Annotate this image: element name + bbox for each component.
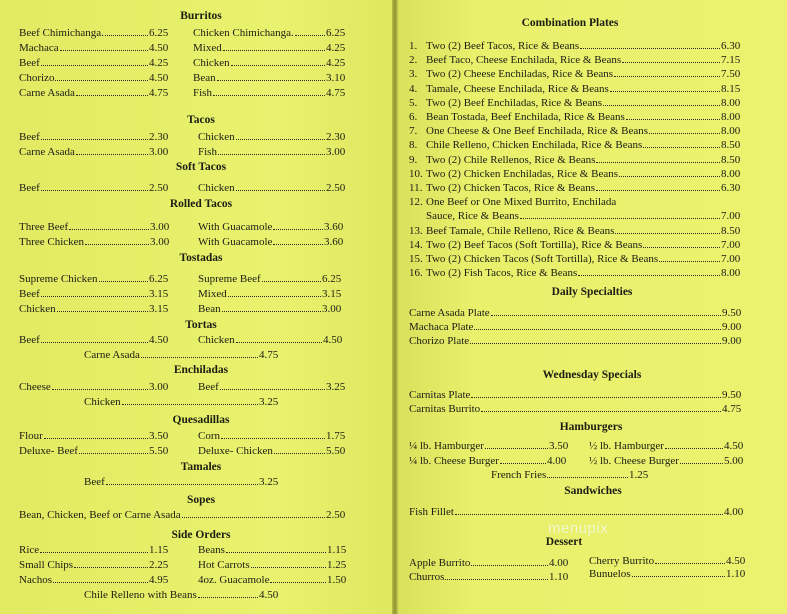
- item-name: Bean Tostada, Beef Enchilada, Rice & Beans: [426, 111, 625, 123]
- dotted-leader: [481, 411, 721, 412]
- item-price: 1.15: [149, 544, 169, 556]
- item-name: Small Chips: [19, 559, 74, 571]
- item-price: 2.30: [149, 131, 169, 143]
- item-name: Chicken Chimichanga.: [193, 27, 294, 39]
- dotted-leader: [74, 567, 148, 568]
- section-title: Daily Specialties: [551, 286, 633, 298]
- dotted-leader: [79, 453, 148, 454]
- item-name: Bean: [198, 303, 221, 315]
- item-price: 8.00: [721, 267, 741, 279]
- dotted-leader: [610, 91, 720, 92]
- section-title: Sopes: [186, 494, 216, 506]
- dotted-leader: [182, 517, 325, 518]
- item-name: Chicken: [84, 396, 121, 408]
- dotted-leader: [500, 463, 546, 464]
- item-price: 3.60: [324, 236, 344, 248]
- dotted-leader: [236, 190, 325, 191]
- dotted-leader: [105, 35, 148, 36]
- section-title: Wednesday Specials: [542, 369, 642, 381]
- item-price: 3.10: [326, 72, 346, 84]
- item-number: 3.: [409, 68, 418, 80]
- item-price: 7.00: [721, 210, 741, 222]
- section-title: Hamburgers: [559, 421, 623, 433]
- dotted-leader: [85, 244, 149, 245]
- item-name: Nachos: [19, 574, 52, 586]
- dotted-leader: [198, 597, 258, 598]
- item-name: Chicken: [19, 303, 56, 315]
- item-name: Two (2) Chicken Tacos, Rice & Beans: [426, 182, 596, 194]
- dotted-leader: [60, 50, 148, 51]
- item-price: 1.75: [326, 430, 346, 442]
- item-price: 9.50: [722, 389, 742, 401]
- item-price: 2.30: [326, 131, 346, 143]
- item-price: 8.15: [721, 83, 741, 95]
- item-name: Deluxe- Chicken: [198, 445, 273, 457]
- item-price: 8.50: [721, 139, 741, 151]
- item-name: Beans: [198, 544, 225, 556]
- dotted-leader: [41, 296, 148, 297]
- item-name: Three Chicken: [19, 236, 85, 248]
- dotted-leader: [578, 275, 720, 276]
- item-price: 4.00: [547, 455, 567, 467]
- dotted-leader: [626, 119, 720, 120]
- dotted-leader: [649, 133, 720, 134]
- item-name: Beef: [19, 288, 40, 300]
- item-number: 9.: [409, 154, 418, 166]
- item-price: 4.50: [726, 555, 746, 567]
- section-title: Enchiladas: [173, 364, 229, 376]
- item-name: Hot Carrots: [198, 559, 250, 571]
- item-name: Fish: [198, 146, 217, 158]
- dotted-leader: [40, 552, 148, 553]
- item-price: 5.50: [149, 445, 169, 457]
- dotted-leader: [55, 80, 148, 81]
- item-price: 3.15: [322, 288, 342, 300]
- dotted-leader: [218, 154, 325, 155]
- item-name: Carnitas Plate: [409, 389, 471, 401]
- item-name: With Guacamole: [198, 236, 273, 248]
- item-name: Two (2) Chicken Enchiladas, Rice & Beans: [426, 168, 618, 180]
- item-name: Tamale, Cheese Enchilada, Rice & Beans: [426, 83, 609, 95]
- item-name: Carne Asada: [19, 87, 75, 99]
- item-name: Beef Tamale, Chile Relleno, Rice & Beans: [426, 225, 615, 237]
- item-name: Supreme Chicken: [19, 273, 98, 285]
- item-price: 7.00: [721, 253, 741, 265]
- item-name: Chile Relleno, Chicken Enchilada, Rice & Beans: [426, 139, 643, 151]
- item-name: Corn: [198, 430, 220, 442]
- item-price: 4.50: [149, 42, 169, 54]
- dotted-leader: [44, 438, 148, 439]
- item-name: Fish: [193, 87, 212, 99]
- item-price: 3.50: [149, 430, 169, 442]
- item-name: Cheese: [19, 381, 51, 393]
- item-price: 6.25: [326, 27, 346, 39]
- item-price: 4.75: [149, 87, 169, 99]
- dotted-leader: [221, 438, 325, 439]
- item-name: Carne Asada: [19, 146, 75, 158]
- item-price: 4.00: [724, 506, 744, 518]
- dotted-leader: [236, 342, 322, 343]
- dotted-leader: [262, 281, 321, 282]
- item-price: 4.95: [149, 574, 169, 586]
- item-price: 8.00: [721, 111, 741, 123]
- item-name: ¼ lb. Cheese Burger: [409, 455, 499, 467]
- item-price: 6.30: [721, 40, 741, 52]
- item-price: 4.25: [149, 57, 169, 69]
- item-price: 3.50: [549, 440, 569, 452]
- item-name: Beef: [19, 57, 40, 69]
- item-name: Chicken: [198, 131, 235, 143]
- item-name: Carne Asada Plate: [409, 307, 490, 319]
- item-name: Two (2) Beef Tacos, Rice & Beans: [426, 40, 580, 52]
- item-name: Fish Fillet: [409, 506, 454, 518]
- item-name: Two (2) Beef Enchiladas, Rice & Beans: [426, 97, 603, 109]
- item-price: 3.00: [150, 236, 170, 248]
- dotted-leader: [226, 552, 326, 553]
- item-name: Beef: [198, 381, 219, 393]
- dotted-leader: [273, 244, 323, 245]
- section-title: Soft Tacos: [175, 161, 227, 173]
- dotted-leader: [106, 484, 258, 485]
- dotted-leader: [295, 35, 325, 36]
- dotted-leader: [619, 176, 720, 177]
- section-title: Tostadas: [179, 252, 223, 264]
- item-name: ½ lb. Cheese Burger: [589, 455, 679, 467]
- item-name: Chicken: [198, 182, 235, 194]
- item-price: 5.00: [724, 455, 744, 467]
- dotted-leader: [251, 567, 326, 568]
- item-price: 1.15: [327, 544, 347, 556]
- item-number: 1.: [409, 40, 418, 52]
- item-name: Supreme Beef: [198, 273, 261, 285]
- item-price: 4.50: [149, 72, 169, 84]
- item-price: 7.00: [721, 239, 741, 251]
- section-title: Rolled Tacos: [169, 198, 233, 210]
- dotted-leader: [471, 565, 548, 566]
- item-price: 4.25: [326, 57, 346, 69]
- item-name: ½ lb. Hamburger: [589, 440, 664, 452]
- item-name: Mixed: [198, 288, 227, 300]
- item-price: 9.50: [722, 307, 742, 319]
- item-number: 15.: [409, 253, 423, 265]
- item-price: 4.50: [259, 589, 279, 601]
- dotted-leader: [632, 576, 725, 577]
- page-fold: [392, 0, 398, 614]
- item-name: Cherry Burrito: [589, 555, 655, 567]
- item-price: 8.00: [721, 97, 741, 109]
- item-price: 8.50: [721, 225, 741, 237]
- item-name: Chicken: [193, 57, 230, 69]
- item-name: Bean: [193, 72, 216, 84]
- item-price: 3.00: [150, 221, 170, 233]
- dotted-leader: [485, 448, 548, 449]
- dotted-leader: [491, 315, 721, 316]
- dotted-leader: [270, 582, 326, 583]
- item-price: 6.25: [149, 27, 169, 39]
- item-price: 6.25: [322, 273, 342, 285]
- item-number: 10.: [409, 168, 423, 180]
- item-name: Two (2) Cheese Enchiladas, Rice & Beans: [426, 68, 614, 80]
- dotted-leader: [615, 233, 720, 234]
- dotted-leader: [213, 95, 325, 96]
- item-price: 3.25: [259, 396, 279, 408]
- dotted-leader: [580, 48, 720, 49]
- item-name: Rice: [19, 544, 40, 556]
- item-name: Bunuelos: [589, 568, 631, 580]
- item-number: 5.: [409, 97, 418, 109]
- item-number: 7.: [409, 125, 418, 137]
- dotted-leader: [41, 342, 148, 343]
- dotted-leader: [274, 453, 325, 454]
- watermark: menupix: [548, 520, 609, 537]
- section-title: Tacos: [187, 114, 215, 126]
- item-name: Two (2) Fish Tacos, Rice & Beans: [426, 267, 578, 279]
- item-price: 5.50: [326, 445, 346, 457]
- dotted-leader: [228, 296, 321, 297]
- item-name: ¼ lb. Hamburger: [409, 440, 484, 452]
- item-price: 9.00: [722, 321, 742, 333]
- item-price: 3.00: [322, 303, 342, 315]
- item-price: 1.50: [327, 574, 347, 586]
- item-number: 13.: [409, 225, 423, 237]
- dotted-leader: [122, 404, 258, 405]
- item-price: 4.25: [326, 42, 346, 54]
- dotted-leader: [236, 139, 325, 140]
- dotted-leader: [231, 65, 325, 66]
- item-name: Three Beef: [19, 221, 69, 233]
- item-number: 12.: [409, 196, 423, 208]
- dotted-leader: [273, 229, 323, 230]
- dotted-leader: [520, 218, 720, 219]
- dotted-leader: [220, 389, 325, 390]
- item-price: 1.25: [629, 469, 649, 481]
- item-name: Flour: [19, 430, 43, 442]
- item-name: 4oz. Guacamole: [198, 574, 270, 586]
- item-price: 4.50: [149, 334, 169, 346]
- dotted-leader: [655, 563, 725, 564]
- dotted-leader: [665, 448, 723, 449]
- item-price: 8.00: [721, 125, 741, 137]
- item-price: 3.00: [149, 146, 169, 158]
- dotted-leader: [547, 477, 628, 478]
- dotted-leader: [680, 463, 723, 464]
- dotted-leader: [614, 76, 720, 77]
- item-price: 1.10: [549, 571, 569, 583]
- dotted-leader: [41, 139, 148, 140]
- dotted-leader: [445, 579, 548, 580]
- item-name: Chorizo: [19, 72, 55, 84]
- dotted-leader: [52, 389, 148, 390]
- item-price: 3.60: [324, 221, 344, 233]
- item-price: 7.50: [721, 68, 741, 80]
- item-price: 6.25: [149, 273, 169, 285]
- item-price: 4.50: [323, 334, 343, 346]
- item-price: 3.25: [259, 476, 279, 488]
- dotted-leader: [471, 397, 721, 398]
- dotted-leader: [99, 281, 148, 282]
- item-name: Carne Asada: [84, 349, 140, 361]
- item-name: With Guacamole: [198, 221, 273, 233]
- dotted-leader: [603, 105, 720, 106]
- item-price: 3.15: [149, 288, 169, 300]
- item-price: 7.15: [721, 54, 741, 66]
- item-price: 9.00: [722, 335, 742, 347]
- item-name: French Fries: [491, 469, 547, 481]
- item-price: 6.30: [721, 182, 741, 194]
- dotted-leader: [659, 261, 720, 262]
- item-price: 2.25: [149, 559, 169, 571]
- section-title: Sandwiches: [564, 485, 622, 497]
- item-price: 8.00: [721, 168, 741, 180]
- dotted-leader: [470, 343, 721, 344]
- item-name: Machaca Plate: [409, 321, 474, 333]
- item-price: 4.50: [724, 440, 744, 452]
- item-price: 3.25: [326, 381, 346, 393]
- dotted-leader: [455, 514, 723, 515]
- item-name: Bean, Chicken, Beef or Carne Asada: [19, 509, 181, 521]
- dotted-leader: [622, 62, 720, 63]
- dotted-leader: [41, 65, 148, 66]
- item-price: 1.10: [726, 568, 746, 580]
- dotted-leader: [141, 357, 258, 358]
- item-name: Beef: [84, 476, 105, 488]
- dotted-leader: [41, 190, 148, 191]
- item-price: 4.00: [549, 557, 569, 569]
- item-name: Machaca: [19, 42, 59, 54]
- dotted-leader: [643, 247, 720, 248]
- dotted-leader: [222, 311, 321, 312]
- section-title: Tamales: [180, 461, 222, 473]
- dotted-leader: [596, 190, 720, 191]
- item-price: 4.75: [326, 87, 346, 99]
- item-name: Beef: [19, 131, 40, 143]
- section-title: Tortas: [185, 319, 217, 331]
- item-name: Beef Chimichanga.: [19, 27, 104, 39]
- section-title: Burritos: [180, 10, 222, 22]
- dotted-leader: [596, 162, 720, 163]
- item-price: 3.00: [326, 146, 346, 158]
- item-price: 2.50: [326, 182, 346, 194]
- dotted-leader: [643, 147, 720, 148]
- item-number: 14.: [409, 239, 423, 251]
- item-name: Carnitas Burrito: [409, 403, 481, 415]
- item-number: 6.: [409, 111, 418, 123]
- item-price: 3.00: [149, 381, 169, 393]
- item-number: 16.: [409, 267, 423, 279]
- section-title: Combination Plates: [521, 17, 619, 29]
- item-price: 4.75: [259, 349, 279, 361]
- item-price: 1.25: [327, 559, 347, 571]
- section-title: Dessert: [545, 536, 583, 548]
- item-name: Beef Taco, Cheese Enchilada, Rice & Beans: [426, 54, 622, 66]
- dotted-leader: [69, 229, 149, 230]
- item-name: Deluxe- Beef: [19, 445, 78, 457]
- dotted-leader: [76, 154, 148, 155]
- item-name: Two (2) Chicken Tacos (Soft Tortilla), Rice & Beans: [426, 253, 659, 265]
- dotted-leader: [217, 80, 325, 81]
- item-number: 11.: [409, 182, 423, 194]
- item-price: 8.50: [721, 154, 741, 166]
- item-price: 2.50: [149, 182, 169, 194]
- item-name: Mixed: [193, 42, 222, 54]
- item-name: Churros: [409, 571, 445, 583]
- item-name: Apple Burrito: [409, 557, 471, 569]
- item-number: 2.: [409, 54, 418, 66]
- section-title: Side Orders: [171, 529, 231, 541]
- item-name: Beef: [19, 334, 40, 346]
- dotted-leader: [53, 582, 148, 583]
- item-name: Sauce, Rice & Beans: [426, 210, 519, 222]
- item-name: Chile Relleno with Beans: [84, 589, 197, 601]
- item-number: 8.: [409, 139, 418, 151]
- item-name: Chicken: [198, 334, 235, 346]
- dotted-leader: [474, 329, 721, 330]
- item-name: One Beef or One Mixed Burrito, Enchilada: [426, 196, 617, 208]
- dotted-leader: [76, 95, 148, 96]
- item-name: Beef: [19, 182, 40, 194]
- item-price: 4.75: [722, 403, 742, 415]
- item-price: 2.50: [326, 509, 346, 521]
- dotted-leader: [223, 50, 325, 51]
- item-price: 3.15: [149, 303, 169, 315]
- item-name: One Cheese & One Beef Enchilada, Rice & Beans: [426, 125, 649, 137]
- item-number: 4.: [409, 83, 418, 95]
- item-name: Two (2) Beef Tacos (Soft Tortilla), Rice & Beans: [426, 239, 643, 251]
- item-name: Chorizo Plate: [409, 335, 470, 347]
- dotted-leader: [57, 311, 148, 312]
- item-name: Two (2) Chile Rellenos, Rice & Beans: [426, 154, 596, 166]
- section-title: Quesadillas: [172, 414, 230, 426]
